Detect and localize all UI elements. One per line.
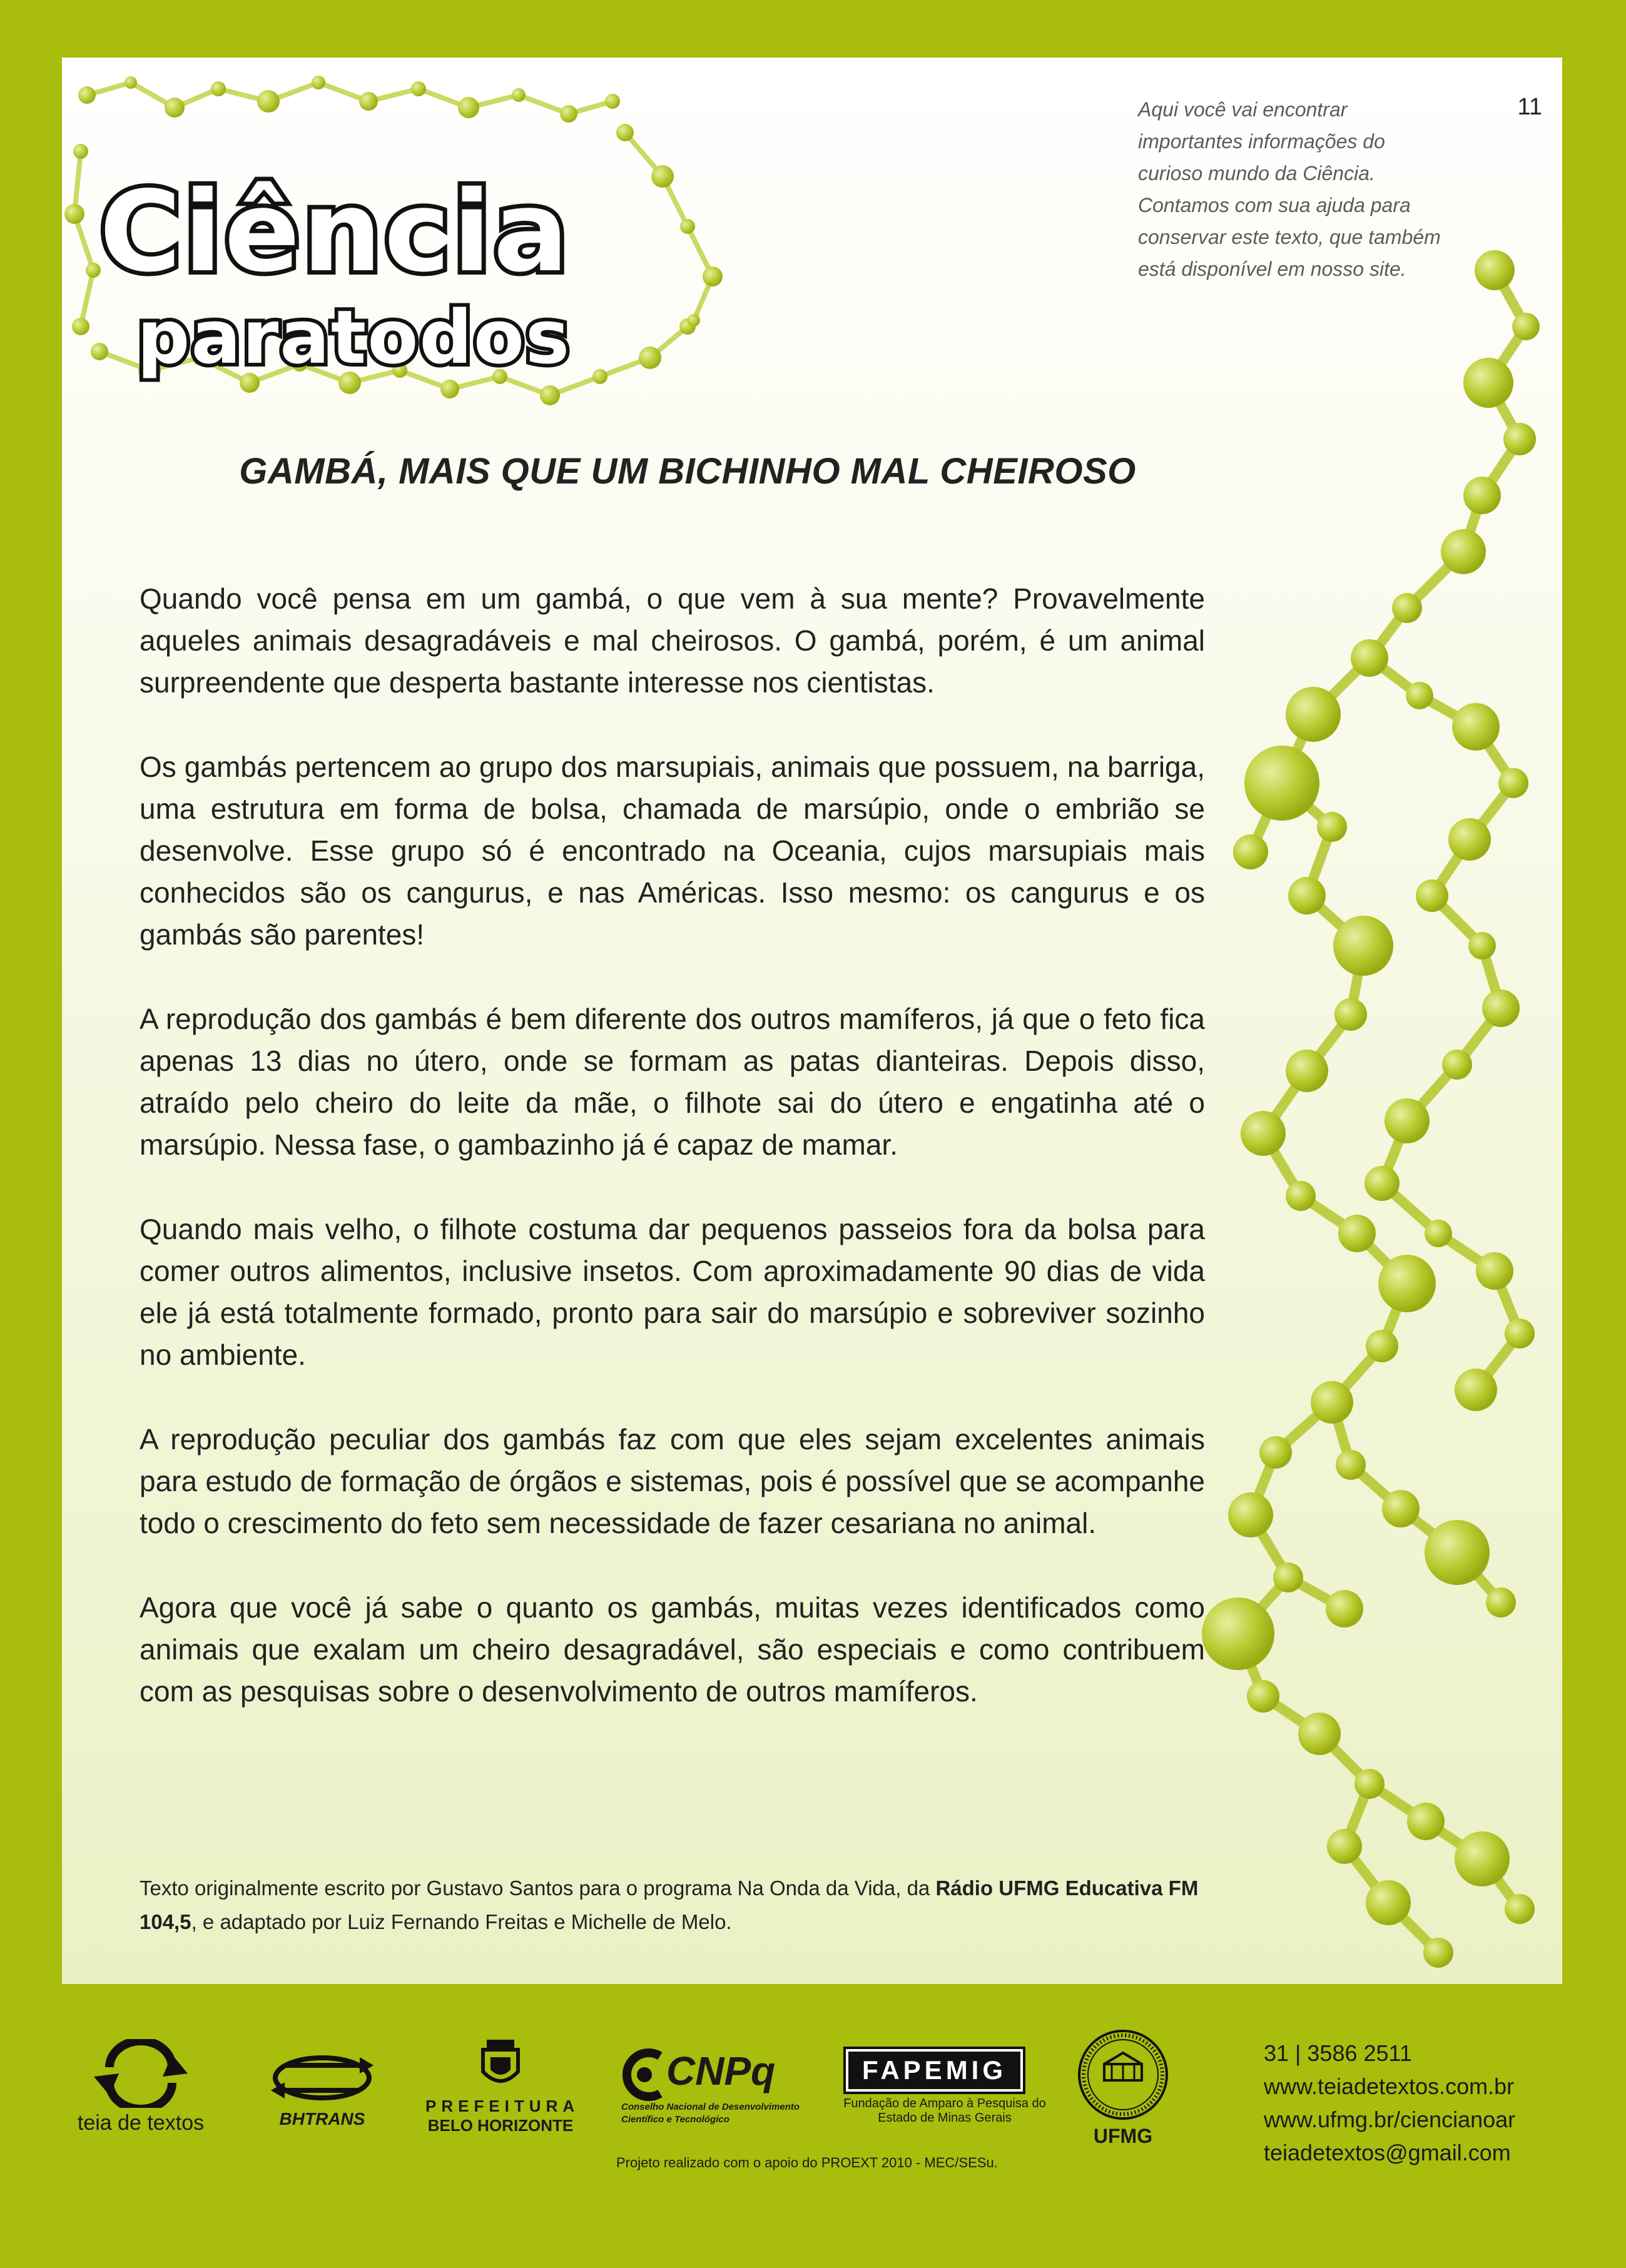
- article-title: GAMBÁ, MAIS QUE UM BICHINHO MAL CHEIROSO: [239, 451, 1136, 492]
- intro-line: curioso mundo da Ciência.: [1138, 162, 1375, 185]
- article-body: [140, 578, 1205, 1755]
- fapemig-subtitle-2: Estado de Minas Gerais: [878, 2111, 1012, 2125]
- paragraph: Quando mais velho, o filhote costuma dar pequenos passeios fora da bolsa para comer outros alimentos, inclusive insetos. Com aproximadamente 90 dias de vida ele já está totalmente formado, pronto para sair do marsúpio e sobreviver sozinho no ambiente.: [140, 1213, 1205, 1371]
- paragraph: Quando você pensa em um gambá, o que vem à sua mente? Provavelmente aqueles animais desagradáveis e mal cheirosos. O gambá, porém, é um animal surpreendente que desperta bastante interesse nos cientistas.: [140, 582, 1205, 699]
- credit-text-end: , e adaptado por Luiz Fernando Freitas e Michelle de Melo.: [191, 1910, 732, 1933]
- cnpq-emblem-icon: [616, 2047, 673, 2103]
- credit-text: Texto originalmente escrito por Gustavo Santos para o programa Na Onda da Vida, da: [140, 1876, 936, 1900]
- email-link[interactable]: teiadetextos@gmail.com: [1264, 2140, 1511, 2165]
- content-panel: [62, 58, 1562, 1984]
- credit-note: [140, 1871, 1216, 1939]
- cnpq-subtitle-2: Científico e Tecnológico: [621, 2114, 729, 2125]
- phone-number: 31 | 3586 2511: [1264, 2040, 1412, 2066]
- paragraph: Agora que você já sabe o quanto os gambás, muitas vezes identificados como animais que exalam um cheiro desagradável, são especiais e como contribuem com as pesquisas sobre o desenvolvimento de outros mamíferos.: [140, 1591, 1205, 1708]
- page-number: 11: [1517, 94, 1542, 120]
- prefeitura-label: PREFEITURA: [425, 2097, 580, 2115]
- svg-text:paratodos: paratodos: [137, 294, 571, 380]
- svg-text:Ciência: Ciência: [99, 167, 571, 296]
- intro-line: importantes informações do: [1138, 130, 1385, 153]
- website-link[interactable]: www.ufmg.br/ciencianoar: [1264, 2107, 1516, 2132]
- support-note: Projeto realizado com o apoio do PROEXT 2010 - MEC/SESu.: [616, 2155, 998, 2170]
- prefeitura-logo: [425, 2037, 580, 2144]
- cnpq-logo: [616, 2047, 823, 2128]
- fapemig-subtitle: Fundação de Amparo à Pesquisa do: [843, 2097, 1046, 2110]
- fapemig-label: FAPEMIG: [848, 2052, 1020, 2089]
- contact-info: [1264, 2037, 1515, 2169]
- cnpq-subtitle: Conselho Nacional de Desenvolvimento: [621, 2102, 800, 2112]
- intro-line: Contamos com sua ajuda para: [1138, 194, 1411, 216]
- bhtrans-label: BHTRANS: [279, 2109, 365, 2129]
- intro-line: conservar este texto, que também: [1138, 226, 1441, 248]
- city-crest-icon: [425, 2037, 576, 2093]
- cnpq-label: CNPq: [666, 2048, 776, 2093]
- paragraph: A reprodução peculiar dos gambás faz com que eles sejam excelentes animais para estudo de formação de órgãos e sistemas, pois é possível que se acompanhe todo o crescimento do feto sem necessidade de fazer cesariana no animal.: [140, 1423, 1205, 1539]
- website-link[interactable]: www.teiadetextos.com.br: [1264, 2073, 1515, 2099]
- bhtrans-emblem-icon: [266, 2043, 379, 2106]
- paragraph: A reprodução dos gambás é bem diferente dos outros mamíferos, já que o feto fica apenas 13 dias no útero, onde se formam as patas dianteiras. Depois disso, atraído pelo cheiro do leite da mãe, o filhote sai do útero e engatinha até o marsúpio. Nessa fase, o gambazinho já é capaz de mamar.: [140, 1003, 1205, 1161]
- teia-de-textos-logo: [69, 2039, 213, 2133]
- intro-line: está disponível em nosso site.: [1138, 258, 1406, 280]
- credit-radio-name: Rádio UFMG Educativa FM 104,5: [140, 1876, 1199, 1933]
- ciencia-para-todos-logo: [87, 151, 775, 414]
- intro-note: [1138, 94, 1513, 285]
- ufmg-label: UFMG: [1093, 2125, 1153, 2147]
- teia-label: teia de textos: [77, 2111, 205, 2135]
- ufmg-logo: [1073, 2028, 1173, 2147]
- belo-horizonte-label: BELO HORIZONTE: [427, 2116, 574, 2135]
- fapemig-logo: [838, 2052, 1051, 2127]
- ufmg-seal-icon: [1073, 2028, 1173, 2122]
- paragraph: Os gambás pertencem ao grupo dos marsupiais, animais que possuem, na barriga, uma estrutura em forma de bolsa, chamada de marsúpio, onde o embrião se desenvolve. Esse grupo só é encontrado na Oceania, cujos marsupiais mais conhecidos são os cangurus, e nas Américas. Isso mesmo: os cangurus e os gambás são parentes!: [140, 751, 1205, 951]
- bhtrans-logo: [266, 2043, 379, 2131]
- teia-cycle-icon: [69, 2039, 213, 2108]
- intro-line: Aqui você vai encontrar: [1138, 98, 1348, 121]
